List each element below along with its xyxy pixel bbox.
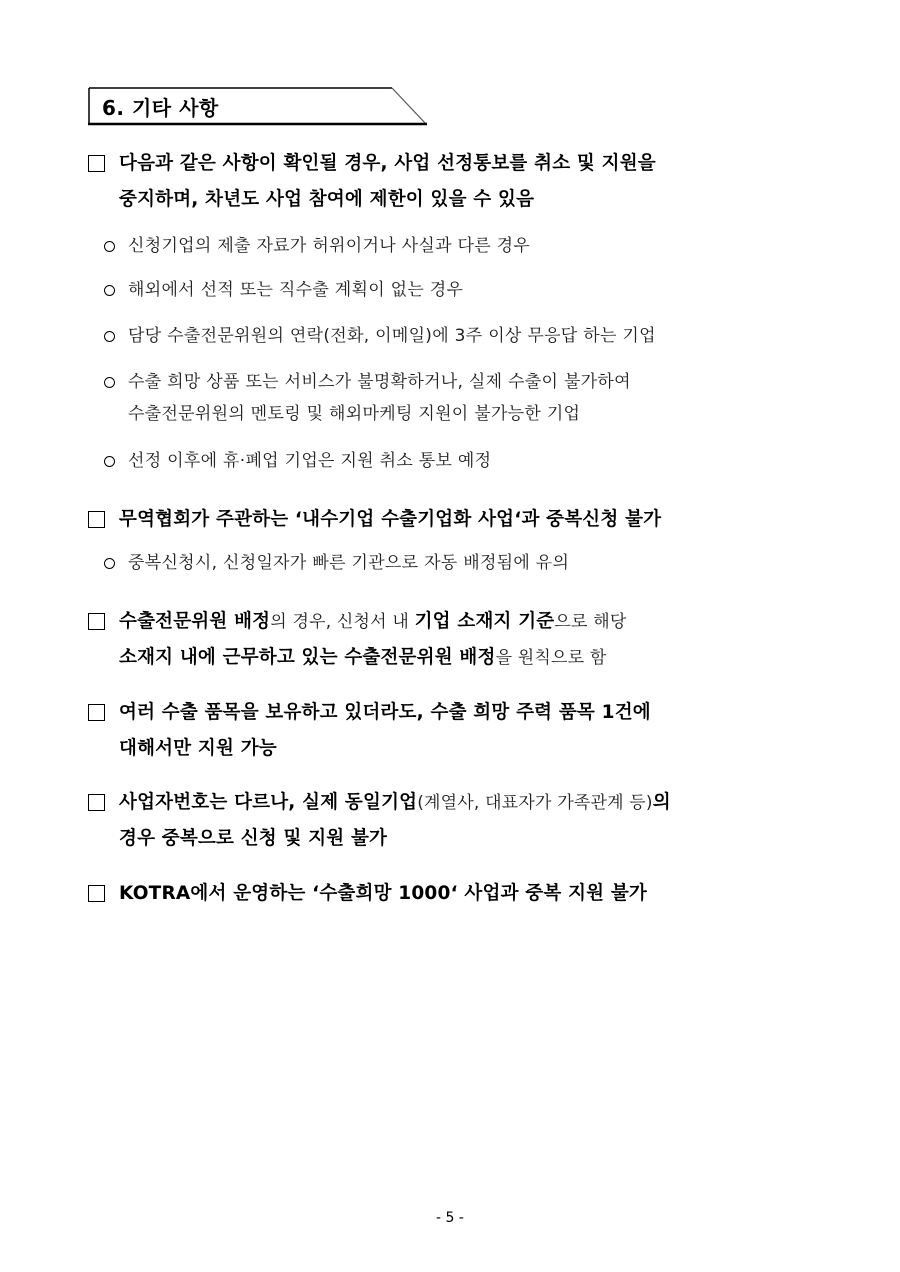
bold-segment: 경우 중복으로 신청 및 지원 불가 [119, 828, 388, 849]
circle-bullet-icon [104, 377, 115, 388]
circle-bullet-icon [104, 241, 115, 252]
square-bullet-icon [88, 155, 105, 172]
sub-item [104, 547, 818, 579]
item-text-line: 중지하며, 차년도 사업 참여에 제한이 있을 수 있음 [119, 189, 535, 210]
square-bullet-icon [88, 885, 105, 902]
sub-item [104, 366, 818, 430]
square-bullet-icon [88, 511, 105, 528]
sub-item [104, 274, 818, 306]
section-header [88, 87, 428, 125]
sub-item-text: 수출전문위원의 멘토링 및 해외마케팅 지원이 불가능한 기업 [128, 404, 581, 424]
checklist-item-3 [88, 604, 819, 676]
item-text-line: 대해서만 지원 가능 [119, 738, 277, 759]
item-text-line: 여러 수출 품목을 보유하고 있더라도, 수출 희망 주력 품목 1건에 [119, 702, 651, 723]
item-text-line [88, 640, 819, 676]
sub-item-text: 해외에서 선적 또는 직수출 계획이 없는 경우 [128, 280, 464, 300]
item-text-line [88, 821, 819, 857]
bold-segment: 소재지 내에 근무하고 있는 수출전문위원 배정 [119, 647, 496, 668]
item-text-line: 다음과 같은 사항이 확인될 경우, 사업 선정통보를 취소 및 지원을 [119, 153, 656, 174]
checklist-item-1 [88, 146, 819, 218]
item-text-line [88, 785, 819, 821]
item-text-line [88, 604, 819, 640]
item-text-line: 무역협회가 주관하는 ‘내수기업 수출기업화 사업‘과 중복신청 불가 [119, 509, 662, 530]
checklist-item-4 [88, 695, 819, 767]
sub-item-text: 신청기업의 제출 자료가 허위이거나 사실과 다른 경우 [128, 236, 531, 256]
square-bullet-icon [88, 613, 105, 630]
sub-item [104, 230, 818, 262]
item-text-line: KOTRA에서 운영하는 ‘수출희망 1000‘ 사업과 중복 지원 불가 [119, 883, 647, 904]
bold-segment: 사업자번호는 다르나, 실제 동일기업 [119, 792, 418, 813]
square-bullet-icon [88, 794, 105, 811]
square-bullet-icon [88, 704, 105, 721]
circle-bullet-icon [104, 331, 115, 342]
sub-item [104, 445, 818, 477]
circle-bullet-icon [104, 558, 115, 569]
normal-segment: 으로 해당 [554, 612, 627, 632]
circle-bullet-icon [104, 285, 115, 296]
bold-segment: 수출전문위원 배정 [119, 611, 271, 632]
bold-segment: 의 [652, 792, 671, 813]
section-title: 6. 기타 사항 [102, 96, 219, 120]
checklist-item-2 [88, 502, 819, 538]
sub-item-text: 중복신청시, 신청일자가 빠른 기관으로 자동 배정됨에 유의 [128, 553, 570, 573]
normal-segment: 의 경우, 신청서 내 [270, 612, 415, 632]
sub-item-text: 수출 희망 상품 또는 서비스가 불명확하거나, 실제 수출이 불가하여 [128, 372, 631, 392]
checklist-item-6 [88, 876, 819, 912]
normal-segment: (계열사, 대표자가 가족관계 등) [417, 793, 653, 813]
normal-segment: 을 원칙으로 함 [495, 648, 607, 668]
sub-item-text: 선정 이후에 휴·폐업 기업은 지원 취소 통보 예정 [128, 451, 492, 471]
circle-bullet-icon [104, 456, 115, 467]
checklist-item-5 [88, 785, 819, 857]
sub-item-text: 담당 수출전문위원의 연락(전화, 이메일)에 3주 이상 무응답 하는 기업 [128, 326, 656, 346]
sub-item [104, 320, 818, 352]
page-number: - 5 - [436, 1210, 464, 1226]
bold-segment: 기업 소재지 기준 [414, 611, 555, 632]
